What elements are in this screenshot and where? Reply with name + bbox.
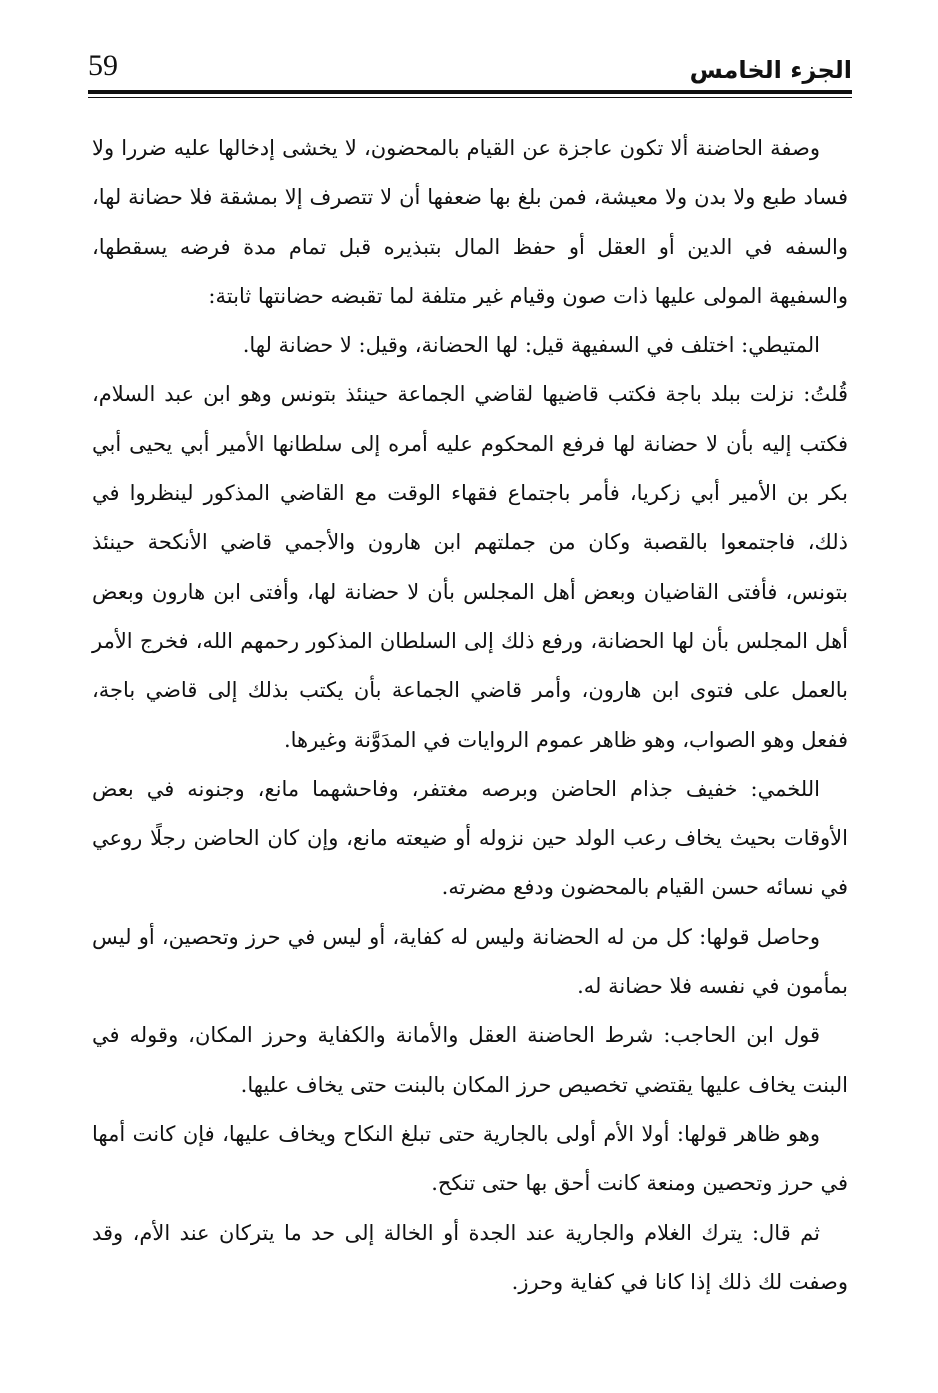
paragraph-mutiti: المتيطي: اختلف في السفيهة قيل: لها الحضانة، وقيل: لا حضانة لها. — [242, 333, 820, 358]
header-rule-thick — [88, 90, 852, 94]
header-rule-thin — [88, 97, 852, 98]
paragraph-qultu: قُلتُ: نزلت ببلد باجة فكتب قاضيها لقاضي الجماعة حينئذ بتونس وهو ابن عبد السلام، فكتب إليه بأن لا حضانة لها فرفع المحكوم عليه أمره إلى سلطانها الأمير أبي يحيى أبي بكر بن الأمير أبي زكريا، فأمر باجتماع فقهاء الوقت مع القاضي المذكور لينظروا في ذلك، فاجتمعوا بالقصبة وكان من جملتهم ابن هارون والأجمي قاضي الأنكحة حينئذ بتونس، فأفتى القاضيان وبعض أهل المجلس بأن لا حضانة لها، وأفتى ابن هارون وبعض أهل المجلس بأن لها الحضانة، ورفع ذلك إلى السلطان المذكور رحمهم الله، فخرج الأمر بالعمل على فتوى ابن هارون، وأمر قاضي الجماعة بأن يكتب بذلك إلى قاضي باجة، ففعل وهو الصواب، وهو ظاهر عموم الروايات في المدَوَّنة وغيرها. — [92, 382, 848, 752]
paragraph-custody-conditions: وصفة الحاضنة ألا تكون عاجزة عن القيام بالمحضون، لا يخشى إدخالها عليه ضررا ولا فساد طبع ولا بدن ولا معيشة، فمن بلغ بها ضعفها أن لا تتصرف إلا بمشقة فلا حضانة لها، والسفه في الدين أو العقل أو حفظ المال بتبذيره قبل تمام مدة فرضه يسقطها، والسفيهة المولى عليها ذات صون وقيام غير متلفة لما تقبضه حضانتها ثابتة: — [92, 136, 848, 308]
paragraph-thumma-qal: ثم قال: يترك الغلام والجارية عند الجدة أو الخالة إلى حد ما يتركان عند الأم، وقد وصفت لك ذلك إذا كانا في كفاية وحرز. — [92, 1220, 848, 1294]
page-header — [88, 48, 852, 92]
paragraph-ibn-hajib: قول ابن الحاجب: شرط الحاضنة العقل والأمانة والكفاية وحرز المكان، وقوله في البنت يخاف عليها يقتضي تخصيص حرز المكان بالبنت حتى يخاف عليها. — [92, 1023, 848, 1097]
body-text — [92, 124, 848, 1307]
running-title: الجزء الخامس — [689, 56, 852, 84]
paragraph-hasil-qawliha: وحاصل قولها: كل من له الحضانة وليس له كفاية، أو ليس في حرز وتحصين، أو ليس بمأمون في نفسه فلا حضانة له. — [92, 924, 848, 999]
paragraph-zahir-qawliha: وهو ظاهر قولها: أولا الأم أولى بالجارية حتى تبلغ النكاح ويخاف عليها، فإن كانت أمها في حرز وتحصين ومنعة كانت أحق بها حتى تنكح. — [92, 1121, 848, 1196]
page-number: 59 — [88, 49, 118, 82]
paragraph-lakhmi: اللخمي: خفيف جذام الحاضن وبرصه مغتفر، وفاحشهما مانع، وجنونه في بعض الأوقات بحيث يخاف رعب الولد حين نزوله أو ضيعته مانع، وإن كان الحاضن رجلًا روعي في نسائه حسن القيام بالمحضون ودفع مضرته. — [92, 776, 848, 900]
